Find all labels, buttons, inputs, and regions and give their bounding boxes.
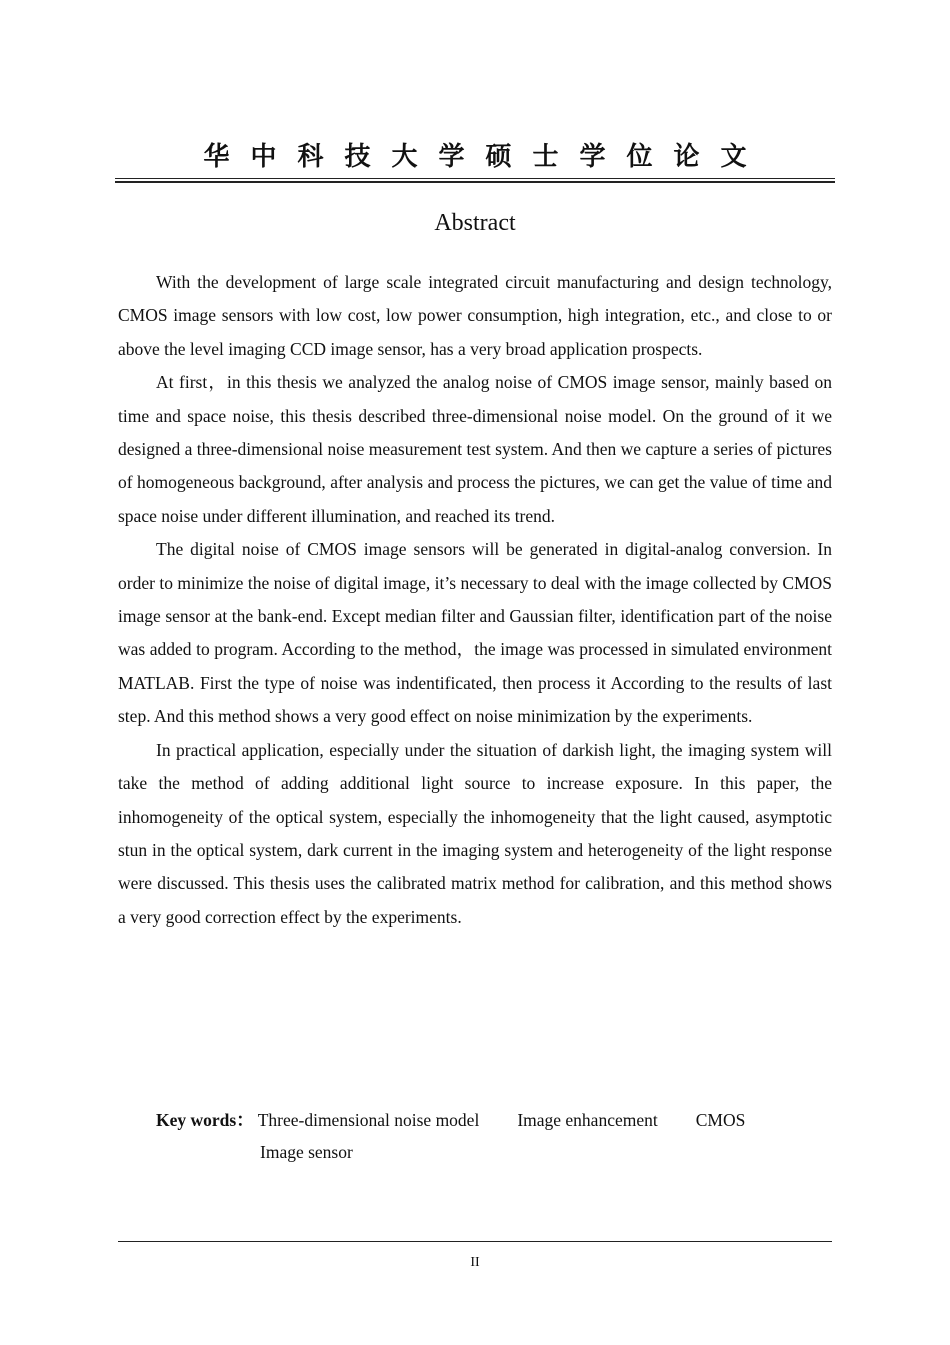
keywords-row-2 <box>156 1136 836 1168</box>
keyword-item: Three-dimensional noise model <box>257 1110 480 1130</box>
abstract-paragraph-4: In practical application, especially under the situation of darkish light, the imaging system will take the method of adding additional light source to increase exposure. In this paper, the inhomogeneity of the optical system, especially the inhomogeneity that the light caused, asymptotic stun in the optical system, dark current in the imaging system and heterogeneity of the light response were discussed. This thesis uses the calibrated matrix method for calibration, and this method shows a very good correction effect by the experiments. <box>118 739 832 927</box>
keyword-item: CMOS <box>695 1110 746 1130</box>
thesis-header-title: 华中科技大学硕士学位论文 <box>203 142 768 172</box>
footer-rule <box>118 1241 832 1242</box>
keyword-item: Image enhancement <box>517 1110 658 1130</box>
keywords-label: Key words： <box>156 1110 254 1130</box>
header-double-rule <box>115 178 835 183</box>
abstract-paragraph-2: At first，in this thesis we analyzed the analog noise of CMOS image sensor, mainly based on time and space noise, this thesis described three-dimensional noise model. On the ground of it we designed a three-dimensional noise measurement test system. And then we capture a series of pictures of homogeneous background, after analysis and process the pictures, we can get the value of time and space noise under different illumination, and reached its trend. <box>118 372 832 526</box>
keyword-item: Image sensor <box>260 1142 353 1162</box>
abstract-heading: Abstract <box>434 210 516 236</box>
keywords-block <box>156 1104 836 1168</box>
abstract-paragraph-3: The digital noise of CMOS image sensors will be generated in digital-analog conversion. In order to minimize the noise of digital image, it’s necessary to deal with the image collected by CMOS image sensor at the bank-end. Except median filter and Gaussian filter, identification part of the noise was added to program. According to the method，the image was processed in simulated environment MATLAB. First the type of noise was indentificated, then process it According to the results of last step. And this method shows a very good effect on noise minimization by the experiments. <box>118 539 832 727</box>
keywords-row-1 <box>156 1104 836 1136</box>
abstract-body <box>118 266 832 934</box>
abstract-paragraph-1: With the development of large scale integrated circuit manufacturing and design technology, CMOS image sensors with low cost, low power consumption, high integration, etc., and close to or above the level imaging CCD image sensor, has a very broad application prospects. <box>118 272 832 359</box>
page-number: II <box>470 1255 480 1270</box>
